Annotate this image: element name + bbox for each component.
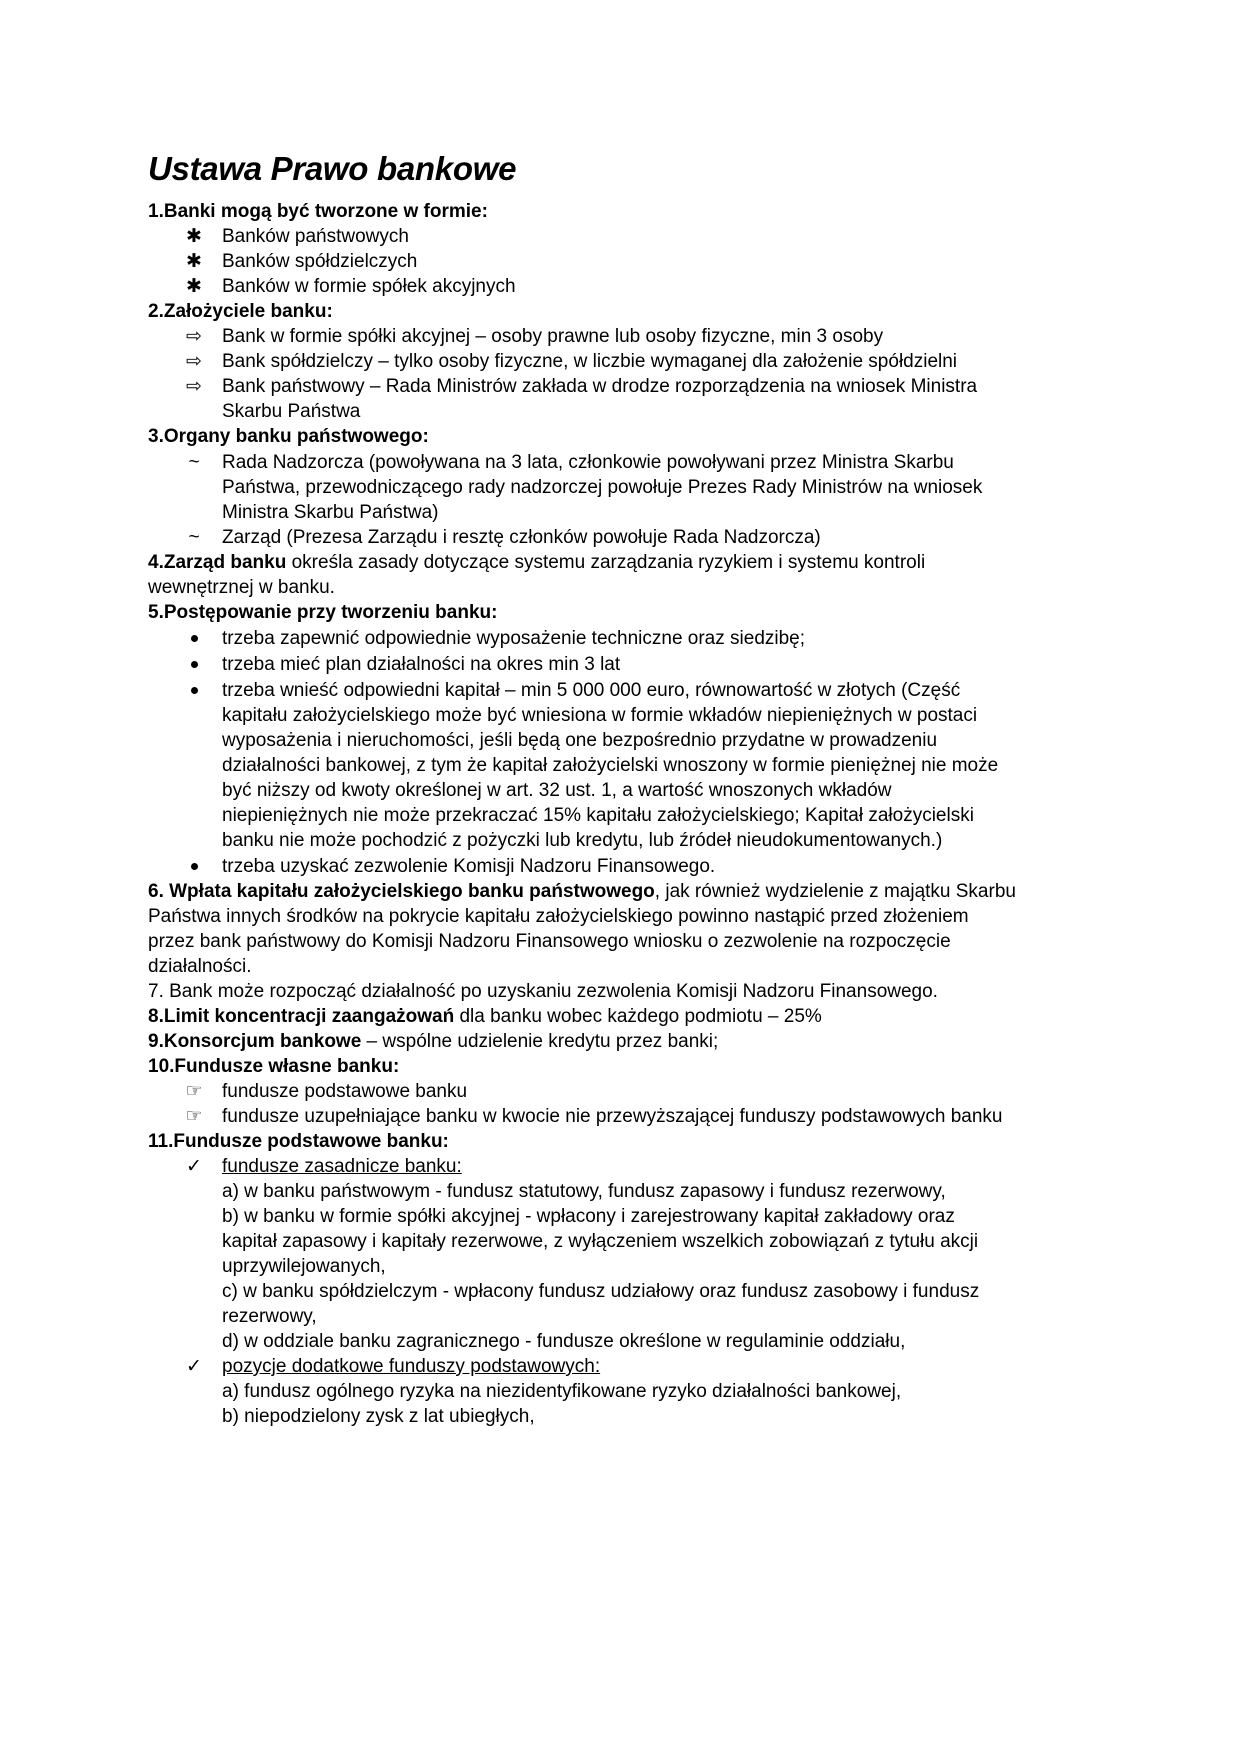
sub-list-line: d) w oddziale banku zagranicznego - fundusze określone w regulaminie oddziału,	[222, 1331, 906, 1352]
list-item-continuation: działalności bankowej, z tym że kapitał założycielski wnoszony w formie pieniężnej nie może	[222, 755, 999, 776]
arrow-bullet-icon: ⇨	[186, 376, 202, 397]
list-item: Rada Nadzorcza (powoływana na 3 lata, członkowie powoływani przez Ministra Skarbu	[222, 452, 954, 473]
list-item: Bank w formie spółki akcyjnej – osoby prawne lub osoby fizyczne, min 3 osoby	[222, 326, 884, 347]
list-item: fundusze podstawowe banku	[222, 1081, 468, 1102]
list-item-continuation: niepieniężnych nie może przekraczać 15% kapitału założycielskiego; Kapitał założycielski	[222, 805, 974, 826]
list-item-continuation: wyposażenia i nieruchomości, jeśli będą one bezpośrednio przydatne w prowadzeniu	[222, 730, 938, 751]
tilde-bullet-icon: ~	[188, 452, 200, 473]
section-6-continuation: przez bank państwowy do Komisji Nadzoru Finansowego wniosku o zezwolenie na rozpoczęcie	[148, 931, 951, 952]
list-item-continuation: być niższy od kwoty określonej w art. 32 ust. 1, a wartość wnoszonych wkładów	[222, 780, 892, 801]
section-1-heading: 1.Banki mogą być tworzone w formie:	[148, 201, 488, 222]
pointing-hand-icon: ☞	[185, 1106, 203, 1127]
asterisk-bullet-icon: ✱	[186, 276, 202, 297]
section-6-continuation: działalności.	[148, 956, 252, 977]
sub-list-line: b) niepodzielony zysk z lat ubiegłych,	[222, 1406, 535, 1427]
pointing-hand-icon: ☞	[185, 1081, 203, 1102]
section-5-heading: 5.Postępowanie przy tworzeniu banku:	[148, 602, 498, 623]
dot-bullet-icon	[184, 677, 204, 705]
sub-list-line: c) w banku spółdzielczym - wpłacony fundusz udziałowy oraz fundusz zasobowy i fundusz	[222, 1281, 980, 1302]
sub-list-line: uprzywilejowanych,	[222, 1256, 386, 1277]
asterisk-bullet-icon: ✱	[186, 226, 202, 247]
section-4-bold: 4.Zarząd banku	[148, 552, 287, 573]
section-7-paragraph: 7. Bank może rozpocząć działalność po uzyskaniu zezwolenia Komisji Nadzoru Finansowego.	[148, 981, 938, 1002]
dot-bullet-icon	[184, 651, 204, 679]
document-title: Ustawa Prawo bankowe	[148, 150, 517, 187]
section-3-heading: 3.Organy banku państwowego:	[148, 426, 429, 447]
section-9-bold: 9.Konsorcjum bankowe	[148, 1031, 362, 1052]
sub-list-line: rezerwowy,	[222, 1306, 317, 1327]
section-9-text: – wspólne udzielenie kredytu przez banki;	[361, 1031, 719, 1052]
section-4-paragraph	[148, 549, 925, 577]
section-11-heading: 11.Fundusze podstawowe banku:	[148, 1131, 449, 1152]
list-item: Bank państwowy – Rada Ministrów zakłada w drodze rozporządzenia na wniosek Ministra	[222, 376, 978, 397]
section-4-continuation: wewnętrznej w banku.	[148, 577, 335, 598]
section-6-continuation: Państwa innych środków na pokrycie kapitału założycielskiego powinno nastąpić przed złożeniem	[148, 906, 969, 927]
section-9-paragraph	[148, 1028, 718, 1056]
sub-list-line: a) fundusz ogólnego ryzyka na niezidentyfikowane ryzyko działalności bankowej,	[222, 1381, 902, 1402]
list-item: fundusze uzupełniające banku w kwocie nie przewyższającej funduszy podstawowych banku	[222, 1106, 1003, 1127]
sub-list-line: kapitał zapasowy i kapitały rezerwowe, z wyłączeniem wszelkich zobowiązań z tytułu akcji	[222, 1231, 979, 1252]
section-2-heading: 2.Założyciele banku:	[148, 301, 333, 322]
section-6-paragraph	[148, 878, 1016, 906]
list-item: Bank spółdzielczy – tylko osoby fizyczne, w liczbie wymaganej dla założenie spółdzielni	[222, 351, 958, 372]
dot-bullet-icon	[184, 625, 204, 653]
checkmark-icon: ✓	[186, 1356, 202, 1377]
arrow-bullet-icon: ⇨	[186, 326, 202, 347]
list-item: trzeba zapewnić odpowiednie wyposażenie techniczne oraz siedzibę;	[222, 628, 806, 649]
list-item: Banków spółdzielczych	[222, 251, 418, 272]
list-item-continuation: banku nie może pochodzić z pożyczki lub kredytu, lub źródeł nieudokumentowanych.)	[222, 830, 943, 851]
subheading-fundusze-zasadnicze: fundusze zasadnicze banku:	[222, 1156, 462, 1177]
arrow-bullet-icon: ⇨	[186, 351, 202, 372]
list-item: Banków w formie spółek akcyjnych	[222, 276, 516, 297]
list-item-continuation: Skarbu Państwa	[222, 401, 361, 422]
list-item-continuation: Ministra Skarbu Państwa)	[222, 502, 439, 523]
section-8-text: dla banku wobec każdego podmiotu – 25%	[454, 1006, 822, 1027]
list-item-continuation: kapitału założycielskiego może być wniesiona w formie wkładów niepieniężnych w postaci	[222, 705, 978, 726]
section-8-paragraph	[148, 1003, 822, 1031]
list-item: Banków państwowych	[222, 226, 409, 247]
list-item-continuation: Państwa, przewodniczącego rady nadzorczej powołuje Prezes Rady Ministrów na wniosek	[222, 477, 983, 498]
section-4-text: określa zasady dotyczące systemu zarządzania ryzykiem i systemu kontroli	[286, 552, 926, 573]
section-6-text: , jak również wydzielenie z majątku Skarbu	[654, 881, 1016, 902]
list-item: trzeba wnieść odpowiedni kapitał – min 5 000 000 euro, równowartość w złotych (Część	[222, 680, 961, 701]
checkmark-icon: ✓	[186, 1156, 202, 1177]
dot-bullet-icon	[184, 853, 204, 881]
section-8-bold: 8.Limit koncentracji zaangażowań	[148, 1006, 455, 1027]
list-item: trzeba uzyskać zezwolenie Komisji Nadzoru Finansowego.	[222, 856, 716, 877]
section-10-heading: 10.Fundusze własne banku:	[148, 1056, 400, 1077]
list-item: Zarząd (Prezesa Zarządu i resztę członków powołuje Rada Nadzorcza)	[222, 527, 821, 548]
tilde-bullet-icon: ~	[188, 527, 200, 548]
asterisk-bullet-icon: ✱	[186, 251, 202, 272]
sub-list-line: a) w banku państwowym - fundusz statutowy, fundusz zapasowy i fundusz rezerwowy,	[222, 1181, 946, 1202]
list-item: trzeba mieć plan działalności na okres min 3 lat	[222, 654, 621, 675]
sub-list-line: b) w banku w formie spółki akcyjnej - wpłacony i zarejestrowany kapitał zakładowy oraz	[222, 1206, 955, 1227]
subheading-pozycje-dodatkowe: pozycje dodatkowe funduszy podstawowych:	[222, 1356, 601, 1377]
section-6-bold: 6. Wpłata kapitału założycielskiego banku państwowego	[148, 881, 655, 902]
